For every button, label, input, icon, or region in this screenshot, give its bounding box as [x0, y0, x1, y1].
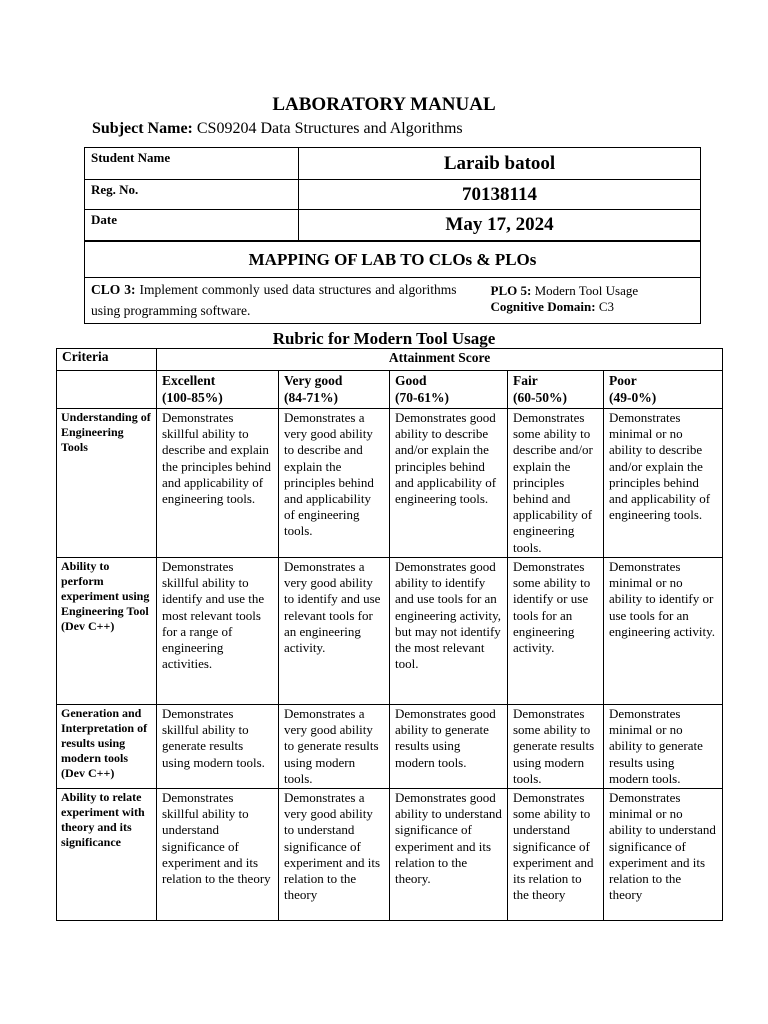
date-label: Date — [85, 210, 299, 241]
rubric-cell: Demonstrates good ability to understand significance of experiment and its relation to the theory. — [390, 789, 508, 921]
student-name-row — [85, 148, 701, 180]
level-name: Poor — [609, 373, 637, 388]
mapping-table — [84, 241, 701, 324]
reg-no-row — [85, 180, 701, 210]
rubric-row — [57, 409, 723, 558]
level-name: Fair — [513, 373, 538, 388]
criteria-cell: Generation and Interpretation of results using modern tools (Dev C++) — [57, 705, 157, 789]
rubric-row — [57, 789, 723, 921]
subject-line — [92, 119, 463, 139]
document-title: LABORATORY MANUAL — [272, 94, 496, 115]
plo-line — [491, 283, 695, 299]
rubric-cell: Demonstrates some ability to understand significance of experiment and its relation to the theory — [508, 789, 604, 921]
level-range: (49-0%) — [609, 390, 657, 405]
rubric-row — [57, 705, 723, 789]
student-name-label: Student Name — [85, 148, 299, 180]
rubric-cell: Demonstrates minimal or no ability to describe and/or explain the principles behind and applicability of engineering tools. — [604, 409, 723, 558]
level-header — [604, 371, 723, 409]
rubric-cell: Demonstrates good ability to describe and/or explain the principles behind and applicability of engineering tools. — [390, 409, 508, 558]
rubric-cell: Demonstrates some ability to identify or use tools for an engineering activity. — [508, 558, 604, 705]
clo-text: Implement commonly used data structures and algorithms using programming software. — [91, 282, 457, 318]
level-range: (100-85%) — [162, 390, 223, 405]
reg-no-label: Reg. No. — [85, 180, 299, 210]
criteria-cell: Ability to perform experiment using Engineering Tool (Dev C++) — [57, 558, 157, 705]
level-name: Very good — [284, 373, 343, 388]
student-name-value: Laraib batool — [299, 148, 701, 180]
rubric-cell: Demonstrates a very good ability to understand significance of experiment and its relation to the theory — [279, 789, 390, 921]
rubric-cell: Demonstrates a very good ability to describe and explain the principles behind and applicability of engineering tools. — [279, 409, 390, 558]
level-range: (84-71%) — [284, 390, 338, 405]
rubric-cell: Demonstrates a very good ability to generate results using modern tools. — [279, 705, 390, 789]
rubric-table — [56, 348, 723, 921]
criteria-cell: Understanding of Engineering Tools — [57, 409, 157, 558]
levels-header-row — [57, 371, 723, 409]
attainment-score-header: Attainment Score — [157, 349, 723, 371]
rubric-cell: Demonstrates skillful ability to understand significance of experiment and its relation to the theory — [157, 789, 279, 921]
date-row — [85, 210, 701, 241]
clo-cell — [85, 278, 463, 324]
level-header — [279, 371, 390, 409]
rubric-cell: Demonstrates some ability to describe and/or explain the principles behind and applicability of engineering tools. — [508, 409, 604, 558]
rubric-cell: Demonstrates a very good ability to identify and use relevant tools for an engineering activity. — [279, 558, 390, 705]
rubric-cell: Demonstrates minimal or no ability to generate results using modern tools. — [604, 705, 723, 789]
rubric-cell: Demonstrates good ability to identify and use tools for an engineering activity, but may not identify the most relevant tool. — [390, 558, 508, 705]
rubric-title: Rubric for Modern Tool Usage — [272, 329, 496, 348]
rubric-header-row — [57, 349, 723, 371]
criteria-header: Criteria — [57, 349, 157, 371]
level-name: Good — [395, 373, 427, 388]
plo-cell — [463, 278, 701, 324]
subject-label: Subject Name: — [92, 120, 193, 137]
student-info-table — [84, 147, 701, 241]
level-header — [157, 371, 279, 409]
rubric-cell: Demonstrates minimal or no ability to understand significance of experiment and its relation to the theory — [604, 789, 723, 921]
cognitive-domain-line — [491, 299, 695, 315]
rubric-cell: Demonstrates good ability to generate results using modern tools. — [390, 705, 508, 789]
mapping-title: MAPPING OF LAB TO CLOs & PLOs — [85, 242, 701, 278]
rubric-cell: Demonstrates minimal or no ability to identify or use tools for an engineering activity. — [604, 558, 723, 705]
date-value: May 17, 2024 — [299, 210, 701, 241]
level-range: (60-50%) — [513, 390, 567, 405]
cognitive-domain-label: Cognitive Domain: — [490, 299, 596, 314]
rubric-cell: Demonstrates skillful ability to describe and explain the principles behind and applicability of engineering tools. — [157, 409, 279, 558]
criteria-cell: Ability to relate experiment with theory and its significance — [57, 789, 157, 921]
plo-text: Modern Tool Usage — [534, 283, 639, 298]
cognitive-domain-text: C3 — [598, 299, 615, 314]
clo-label: CLO 3: — [91, 282, 136, 297]
level-header — [390, 371, 508, 409]
empty-header-cell — [57, 371, 157, 409]
plo-label: PLO 5: — [490, 283, 532, 298]
level-name: Excellent — [162, 373, 216, 388]
level-range: (70-61%) — [395, 390, 449, 405]
subject-value: CS09204 Data Structures and Algorithms — [196, 120, 463, 137]
level-header — [508, 371, 604, 409]
reg-no-value: 70138114 — [299, 180, 701, 210]
rubric-cell: Demonstrates some ability to generate results using modern tools. — [508, 705, 604, 789]
rubric-cell: Demonstrates skillful ability to identify and use the most relevant tools for a range of engineering activities. — [157, 558, 279, 705]
rubric-row — [57, 558, 723, 705]
rubric-cell: Demonstrates skillful ability to generate results using modern tools. — [157, 705, 279, 789]
